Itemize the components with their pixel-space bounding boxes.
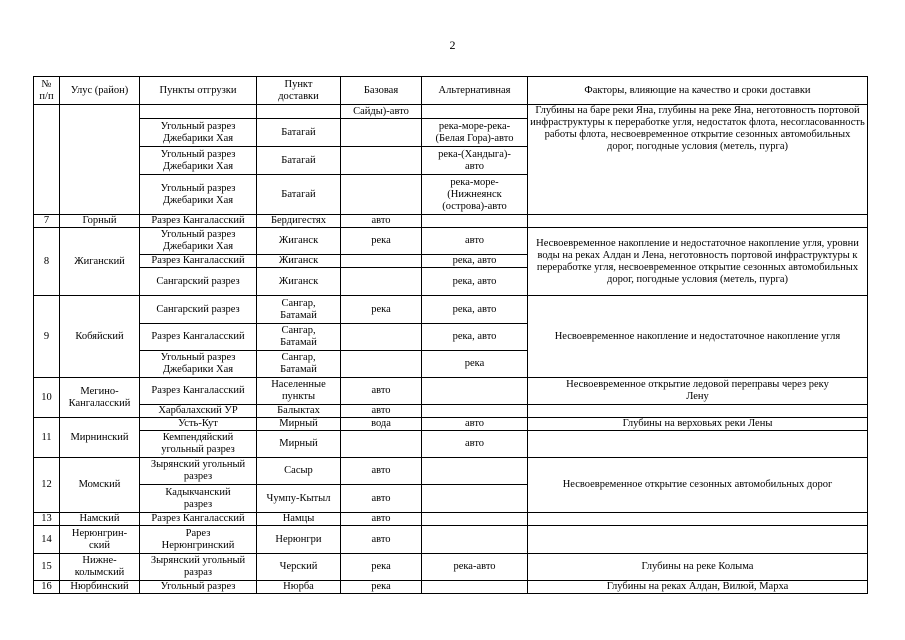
row-alternative — [422, 405, 528, 418]
row-base — [341, 431, 422, 458]
row-alternative — [422, 458, 528, 485]
row-shipping-point: Угольный разрез Джебарики Хая — [140, 228, 257, 255]
row-factors — [528, 513, 868, 526]
row-alternative — [422, 581, 528, 594]
row-base — [341, 324, 422, 351]
row-shipping-point: Угольный разрез Джебарики Хая — [140, 175, 257, 215]
row-shipping-point: Кадыкчанский разрез — [140, 485, 257, 513]
row-shipping-point — [140, 105, 257, 119]
row-base: река — [341, 228, 422, 255]
row-shipping-point: Угольный разрез Джебарики Хая — [140, 119, 257, 147]
row-delivery-point: Населенные пункты — [257, 378, 341, 405]
row-base: авто — [341, 526, 422, 554]
table-row — [34, 581, 868, 594]
row-number: 12 — [34, 458, 60, 513]
row-alternative: авто — [422, 431, 528, 458]
row-shipping-point: Харбалахский УР — [140, 405, 257, 418]
row-base — [341, 119, 422, 147]
row-base: авто — [341, 485, 422, 513]
row-shipping-point: Разрез Кангаласский — [140, 324, 257, 351]
row-base: Сайды)-авто — [341, 105, 422, 119]
row-factors — [528, 431, 868, 458]
header-shipping-points: Пункты отгрузки — [140, 77, 257, 105]
row-factors: Несвоевременное открытие ледовой переправы через реку Лену — [528, 378, 868, 405]
row-district: Мегино- Кангаласский — [60, 378, 140, 418]
row-number — [34, 105, 60, 215]
row-alternative: река, авто — [422, 268, 528, 296]
row-shipping-point: Угольный разрез — [140, 581, 257, 594]
row-shipping-point: Разрез Кангаласский — [140, 513, 257, 526]
row-shipping-point: Разрез Кангаласский — [140, 378, 257, 405]
row-district: Горный — [60, 215, 140, 228]
row-base: вода — [341, 418, 422, 431]
table-row — [34, 378, 868, 405]
row-factors — [528, 215, 868, 228]
row-factors: Глубины на баре реки Яна, глубины на реке Яна, неготовность портовой инфраструктуры к переработке угля, недостаток флота, несогласованность работы флота, несвоевременное открытие сезонных автомобильных дорог, погодные условия (метель, пурга) — [528, 105, 868, 215]
row-district: Кобяйский — [60, 296, 140, 378]
row-factors — [528, 405, 868, 418]
row-number: 15 — [34, 554, 60, 581]
table-row — [34, 105, 868, 119]
header-base: Базовая — [341, 77, 422, 105]
row-delivery-point: Батагай — [257, 119, 341, 147]
row-delivery-point: Мирный — [257, 431, 341, 458]
row-shipping-point: Разрез Кангаласский — [140, 255, 257, 268]
row-alternative: река, авто — [422, 255, 528, 268]
row-delivery-point: Сангар, Батамай — [257, 351, 341, 378]
row-delivery-point: Нерюнгри — [257, 526, 341, 554]
row-number: 8 — [34, 228, 60, 296]
table-row — [34, 418, 868, 431]
row-delivery-point: Сангар, Батамай — [257, 324, 341, 351]
row-shipping-point: Сангарский разрез — [140, 296, 257, 324]
row-shipping-point: Усть-Кут — [140, 418, 257, 431]
row-alternative: река — [422, 351, 528, 378]
row-delivery-point: Бердигестях — [257, 215, 341, 228]
row-shipping-point: Рарез Нерюнгринский — [140, 526, 257, 554]
row-delivery-point: Черский — [257, 554, 341, 581]
row-delivery-point: Мирный — [257, 418, 341, 431]
row-alternative — [422, 526, 528, 554]
row-base: авто — [341, 405, 422, 418]
row-factors: Несвоевременное накопление и недостаточное накопление угля, уровни воды на реках Алдан и Лена, неготовность портовой инфраструктуры к переработке угля, несвоевременное открытие сезонных автомобильных дорог, погодные условия (метель, пурга) — [528, 228, 868, 296]
header-factors: Факторы, влияющие на качество и сроки доставки — [528, 77, 868, 105]
row-base: авто — [341, 378, 422, 405]
row-delivery-point: Чумпу-Кытыл — [257, 485, 341, 513]
row-district: Нижне- колымский — [60, 554, 140, 581]
row-alternative: река-(Хандыга)- авто — [422, 147, 528, 175]
row-base: авто — [341, 513, 422, 526]
row-base — [341, 255, 422, 268]
row-base: авто — [341, 458, 422, 485]
row-district: Нюрбинский — [60, 581, 140, 594]
row-factors: Глубины на реках Алдан, Вилюй, Марха — [528, 581, 868, 594]
row-factors — [528, 526, 868, 554]
row-delivery-point: Батагай — [257, 147, 341, 175]
row-base: река — [341, 554, 422, 581]
row-alternative: река, авто — [422, 296, 528, 324]
row-base — [341, 147, 422, 175]
row-alternative: авто — [422, 418, 528, 431]
row-delivery-point: Балыктах — [257, 405, 341, 418]
row-alternative — [422, 105, 528, 119]
row-shipping-point: Кемпендяйский угольный разрез — [140, 431, 257, 458]
row-number: 16 — [34, 581, 60, 594]
row-district: Мирнинский — [60, 418, 140, 458]
table-row — [34, 228, 868, 255]
row-shipping-point: Угольный разрез Джебарики Хая — [140, 351, 257, 378]
row-number: 10 — [34, 378, 60, 418]
table-header-row — [34, 77, 868, 105]
page-number: 2 — [449, 38, 456, 52]
row-factors: Несвоевременное накопление и недостаточное накопление угля — [528, 296, 868, 378]
table-row — [34, 215, 868, 228]
row-number: 13 — [34, 513, 60, 526]
row-district: Момский — [60, 458, 140, 513]
row-base — [341, 268, 422, 296]
row-base — [341, 351, 422, 378]
row-alternative — [422, 215, 528, 228]
row-base: авто — [341, 215, 422, 228]
row-shipping-point: Сангарский разрез — [140, 268, 257, 296]
row-delivery-point: Батагай — [257, 175, 341, 215]
row-alternative: река-авто — [422, 554, 528, 581]
row-shipping-point: Зырянский угольный разрез — [140, 458, 257, 485]
row-delivery-point: Сангар, Батамай — [257, 296, 341, 324]
row-district: Нерюнгрин- ский — [60, 526, 140, 554]
row-alternative — [422, 513, 528, 526]
row-base: река — [341, 581, 422, 594]
header-number: № п/п — [34, 77, 60, 105]
row-factors: Глубины на верховьях реки Лены — [528, 418, 868, 431]
row-number: 11 — [34, 418, 60, 458]
row-delivery-point: Жиганск — [257, 268, 341, 296]
row-base: река — [341, 296, 422, 324]
table-row — [34, 405, 868, 418]
table-row — [34, 554, 868, 581]
table-row — [34, 458, 868, 485]
header-delivery-point: Пункт доставки — [257, 77, 341, 105]
row-alternative: река-море-река- (Белая Гора)-авто — [422, 119, 528, 147]
row-number: 14 — [34, 526, 60, 554]
row-delivery-point: Сасыр — [257, 458, 341, 485]
row-delivery-point: Жиганск — [257, 255, 341, 268]
row-delivery-point: Жиганск — [257, 228, 341, 255]
row-alternative — [422, 485, 528, 513]
row-shipping-point: Разрез Кангаласский — [140, 215, 257, 228]
row-delivery-point: Нюрба — [257, 581, 341, 594]
row-number: 9 — [34, 296, 60, 378]
table-row — [34, 526, 868, 554]
row-shipping-point: Зырянский угольный разраз — [140, 554, 257, 581]
row-factors: Глубины на реке Колыма — [528, 554, 868, 581]
row-factors: Несвоевременное открытие сезонных автомобильных дорог — [528, 458, 868, 513]
table-row — [34, 513, 868, 526]
row-delivery-point — [257, 105, 341, 119]
row-base — [341, 175, 422, 215]
row-district: Жиганский — [60, 228, 140, 296]
row-alternative — [422, 378, 528, 405]
row-delivery-point: Намцы — [257, 513, 341, 526]
row-alternative: река-море- (Нижнеянск (острова)-авто — [422, 175, 528, 215]
table-row — [34, 296, 868, 324]
header-district: Улус (район) — [60, 77, 140, 105]
row-district — [60, 105, 140, 215]
row-district: Намский — [60, 513, 140, 526]
row-shipping-point: Угольный разрез Джебарики Хая — [140, 147, 257, 175]
header-alternative: Альтернативная — [422, 77, 528, 105]
row-number: 7 — [34, 215, 60, 228]
delivery-table — [33, 76, 868, 594]
row-alternative: авто — [422, 228, 528, 255]
table-row — [34, 431, 868, 458]
row-alternative: река, авто — [422, 324, 528, 351]
